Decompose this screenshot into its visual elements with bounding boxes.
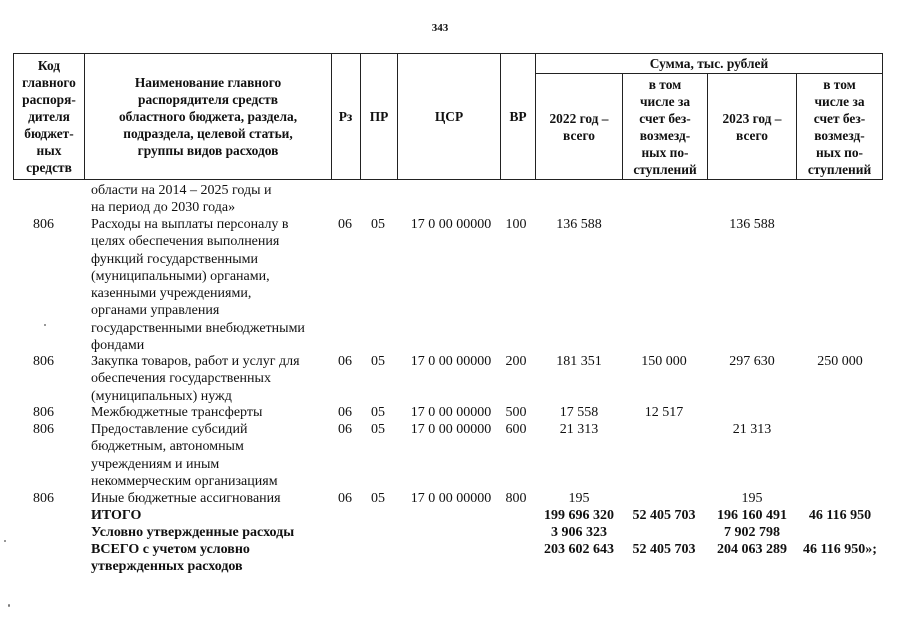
row-csr: 17 0 00 00000 — [410, 405, 492, 420]
row-bezv-2023: 250 000 — [817, 354, 863, 369]
total-label: ВСЕГО с учетом условно утвержденных расходов — [91, 542, 250, 575]
row-rz: 06 — [338, 422, 352, 437]
row-csr: 17 0 00 00000 — [410, 422, 492, 437]
header-code: Код главного распоря- дителя бюджет- ных средств — [22, 58, 76, 175]
total-label: Условно утвержденные расходы — [91, 525, 295, 540]
header-2023-total: 2023 год – всего — [722, 110, 782, 143]
row-rz: 06 — [338, 354, 352, 369]
header-sum: Сумма, тыс. рублей — [649, 56, 769, 71]
total-sum-2023: 7 902 798 — [724, 525, 780, 540]
header-pr: ПР — [369, 109, 389, 124]
total-bezv-2022: 52 405 703 — [632, 508, 696, 523]
row-csr: 17 0 00 00000 — [410, 354, 492, 369]
total-sum-2023: 196 160 491 — [717, 508, 787, 523]
row-sum-2023: 136 588 — [729, 217, 775, 232]
header-name: Наименование главного распорядителя средств областного бюджета, раздела, подраздела, целевой статьи, группы видов расходов — [118, 75, 298, 158]
row-rz: 06 — [338, 405, 352, 420]
row-vr: 600 — [505, 422, 527, 437]
row-rz: 06 — [338, 491, 352, 506]
row-code: 806 — [33, 422, 54, 437]
total-bezv-2023: 46 116 950»; — [803, 542, 877, 557]
row-pr: 05 — [371, 217, 385, 232]
row-code: 806 — [33, 405, 54, 420]
total-sum-2022: 199 696 320 — [544, 508, 614, 523]
row-code: 806 — [33, 491, 54, 506]
row-sum-2022: 17 558 — [559, 405, 599, 420]
header-col-divider — [882, 53, 883, 180]
row-sum-2022: 181 351 — [556, 354, 602, 369]
row-rz: 06 — [338, 217, 352, 232]
row-vr: 100 — [505, 217, 527, 232]
row-sum-2023: 21 313 — [732, 422, 772, 437]
row-pr: 05 — [371, 405, 385, 420]
header-rz: Рз — [338, 109, 353, 124]
header-csr: ЦСР — [434, 109, 464, 124]
total-bezv-2023: 46 116 950 — [808, 508, 872, 523]
row-pr: 05 — [371, 354, 385, 369]
scan-speck — [44, 324, 46, 326]
row-sum-2023: 195 — [741, 491, 763, 506]
row-csr: 17 0 00 00000 — [410, 217, 492, 232]
header-2022-bezv: в том числе за счет без- возмезд- ных по- ступлений — [633, 76, 697, 177]
scan-speck — [8, 604, 10, 607]
total-sum-2023: 204 063 289 — [717, 542, 787, 557]
row-vr: 500 — [505, 405, 527, 420]
total-label: ИТОГО — [91, 508, 142, 523]
row-pr: 05 — [371, 422, 385, 437]
row-bezv-2022: 150 000 — [641, 354, 687, 369]
row-sum-2022: 136 588 — [556, 217, 602, 232]
row-code: 806 — [33, 354, 54, 369]
row-name: Закупка товаров, работ и услуг для обеспечения государственных (муниципальных) нужд — [91, 354, 300, 404]
row-name: Расходы на выплаты персоналу в целях обеспечения выполнения функций государственными (муниципальными) органами, казенными учреждениями, органами управления государственными внебюджетными фондами — [91, 217, 305, 354]
header-bottom-border — [13, 179, 883, 180]
row-vr: 800 — [505, 491, 527, 506]
row-vr: 200 — [505, 354, 527, 369]
row-sum-2023: 297 630 — [729, 354, 775, 369]
header-vr: ВР — [509, 109, 527, 124]
row-name: Предоставление субсидий бюджетным, автономным учреждениям и иным некоммерческим организациям — [91, 422, 278, 489]
page-number: 343 — [431, 22, 449, 34]
row-sum-2022: 21 313 — [559, 422, 599, 437]
total-sum-2022: 203 602 643 — [544, 542, 614, 557]
row-pr: 05 — [371, 491, 385, 506]
continuation-text: области на 2014 – 2025 годы и на период до 2030 года» — [91, 183, 272, 216]
row-csr: 17 0 00 00000 — [410, 491, 492, 506]
row-name: Иные бюджетные ассигнования — [91, 491, 281, 506]
total-bezv-2022: 52 405 703 — [632, 542, 696, 557]
total-sum-2022: 3 906 323 — [551, 525, 607, 540]
row-bezv-2022: 12 517 — [644, 405, 684, 420]
row-name: Межбюджетные трансферты — [91, 405, 263, 420]
header-2023-bezv: в том числе за счет без- возмезд- ных по- ступлений — [807, 76, 872, 177]
header-2022-total: 2022 год – всего — [549, 110, 609, 143]
row-code: 806 — [33, 217, 54, 232]
row-sum-2022: 195 — [568, 491, 590, 506]
scan-speck — [4, 540, 6, 542]
